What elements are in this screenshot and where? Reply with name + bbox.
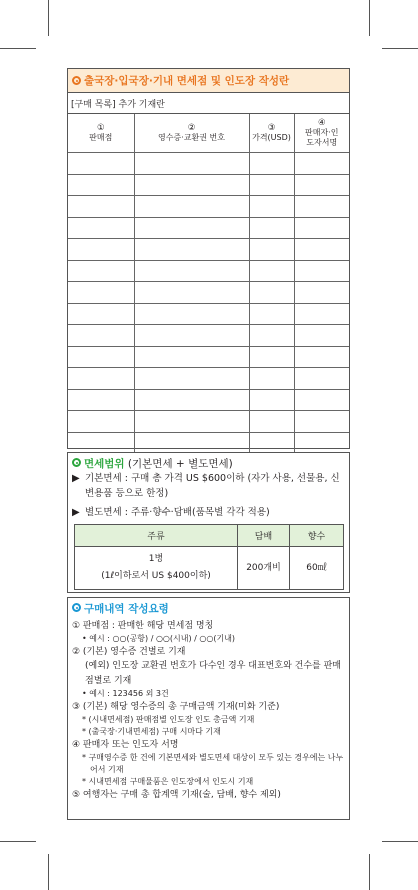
liquor-header: 주류 bbox=[75, 525, 238, 547]
price-cell[interactable] bbox=[249, 389, 294, 411]
signature-cell[interactable] bbox=[294, 196, 349, 218]
store-cell[interactable] bbox=[68, 217, 134, 239]
guide-detail: (예외) 인도장 교환권 번호가 다수인 경우 대표번호와 건수를 판매점별로 기재 bbox=[85, 661, 341, 686]
table-row bbox=[68, 217, 349, 239]
column-header: ① 판매점 bbox=[68, 114, 134, 153]
receipt-number-cell[interactable] bbox=[134, 432, 249, 453]
signature-cell[interactable] bbox=[294, 303, 349, 325]
crop-mark bbox=[0, 841, 36, 842]
table-row bbox=[68, 368, 349, 390]
crop-mark bbox=[369, 854, 370, 890]
crop-mark bbox=[382, 48, 418, 49]
guide-note: * (출국장·기내면세점) 구매 시마다 기재 bbox=[82, 727, 221, 737]
crop-mark bbox=[48, 854, 49, 890]
signature-cell[interactable] bbox=[294, 411, 349, 433]
table-header-row bbox=[68, 114, 349, 153]
store-cell[interactable] bbox=[68, 389, 134, 411]
receipt-number-cell[interactable] bbox=[134, 325, 249, 347]
table-row bbox=[68, 325, 349, 347]
price-cell[interactable] bbox=[249, 346, 294, 368]
guide-example: • 예시 : 123456 외 3건 bbox=[82, 688, 169, 698]
column-header: ② 영수증·교환권 번호 bbox=[134, 114, 249, 153]
price-cell[interactable] bbox=[249, 432, 294, 453]
triangle-right-icon: ▶ bbox=[72, 507, 80, 518]
store-cell[interactable] bbox=[68, 325, 134, 347]
receipt-number-cell[interactable] bbox=[134, 368, 249, 390]
receipt-number-cell[interactable] bbox=[134, 239, 249, 261]
receipt-number-cell[interactable] bbox=[134, 411, 249, 433]
purchase-guide-panel bbox=[67, 597, 350, 820]
table-row bbox=[68, 432, 349, 453]
purchase-list-panel bbox=[67, 68, 350, 449]
store-cell[interactable] bbox=[68, 174, 134, 196]
liquor-limit: 1병 (1ℓ이하로서 US $400이하) bbox=[75, 547, 238, 590]
duty-free-range-panel bbox=[67, 452, 350, 593]
store-cell[interactable] bbox=[68, 368, 134, 390]
perfume-header: 향수 bbox=[290, 525, 344, 547]
column-header: ④ 판매자·인도자서명 bbox=[294, 114, 349, 153]
receipt-number-cell[interactable] bbox=[134, 303, 249, 325]
guide-example: • 예시 : ○○(공항) / ○○(시내) / ○○(기내) bbox=[82, 634, 236, 644]
signature-cell[interactable] bbox=[294, 153, 349, 175]
column-header: ③ 가격(USD) bbox=[249, 114, 294, 153]
crop-mark bbox=[48, 0, 49, 36]
crop-mark bbox=[382, 841, 418, 842]
store-cell[interactable] bbox=[68, 260, 134, 282]
table-row bbox=[68, 411, 349, 433]
signature-cell[interactable] bbox=[294, 368, 349, 390]
price-cell[interactable] bbox=[249, 174, 294, 196]
price-cell[interactable] bbox=[249, 282, 294, 304]
price-cell[interactable] bbox=[249, 411, 294, 433]
crop-mark bbox=[369, 0, 370, 36]
store-cell[interactable] bbox=[68, 303, 134, 325]
store-cell[interactable] bbox=[68, 346, 134, 368]
circle-bullet-icon bbox=[72, 458, 81, 467]
guide-item: ② (기본) 영수증 건별로 기재 bbox=[72, 647, 186, 658]
perfume-limit: 60㎖ bbox=[290, 547, 344, 590]
tobacco-header: 담배 bbox=[238, 525, 290, 547]
price-cell[interactable] bbox=[249, 325, 294, 347]
store-cell[interactable] bbox=[68, 153, 134, 175]
table-row bbox=[68, 389, 349, 411]
triangle-right-icon: ▶ bbox=[72, 473, 80, 484]
receipt-number-cell[interactable] bbox=[134, 260, 249, 282]
guide-note: * 시내면세점 구매물품은 인도장에서 인도시 기재 bbox=[82, 777, 254, 787]
form-subtitle: [구매 목록] 추가 기재란 bbox=[68, 93, 349, 114]
price-cell[interactable] bbox=[249, 368, 294, 390]
duty-free-title: 면세범위 (기본면세 + 별도면세) bbox=[72, 456, 346, 471]
price-cell[interactable] bbox=[249, 153, 294, 175]
store-cell[interactable] bbox=[68, 411, 134, 433]
guide-item: ⑤ 여행자는 구매 총 합계액 기재(술, 담배, 향수 제외) bbox=[72, 790, 281, 801]
receipt-number-cell[interactable] bbox=[134, 346, 249, 368]
basic-duty-free-line: ▶ 기본면세 : 구매 총 가격 US $600이하 (자가 사용, 선물용, 신변용품 등으로 한정) bbox=[72, 473, 340, 499]
duty-table-values bbox=[75, 547, 344, 590]
signature-cell[interactable] bbox=[294, 260, 349, 282]
signature-cell[interactable] bbox=[294, 174, 349, 196]
circle-bullet-icon bbox=[72, 603, 81, 612]
table-row bbox=[68, 282, 349, 304]
duty-table-header bbox=[75, 525, 344, 547]
duty-free-table bbox=[74, 524, 344, 590]
signature-cell[interactable] bbox=[294, 432, 349, 453]
store-cell[interactable] bbox=[68, 432, 134, 453]
store-cell[interactable] bbox=[68, 239, 134, 261]
guide-item: ① 판매점 : 판매한 해당 면세점 명칭 bbox=[72, 621, 214, 631]
table-row bbox=[68, 260, 349, 282]
table-row bbox=[68, 196, 349, 218]
signature-cell[interactable] bbox=[294, 389, 349, 411]
table-row bbox=[68, 153, 349, 175]
crop-mark bbox=[0, 48, 36, 49]
receipt-number-cell[interactable] bbox=[134, 174, 249, 196]
tobacco-limit: 200개비 bbox=[238, 547, 290, 590]
price-cell[interactable] bbox=[249, 196, 294, 218]
guide-note: * (시내면세점) 판매점별 인도장 인도 총금액 기재 bbox=[82, 715, 255, 725]
table-row bbox=[68, 239, 349, 261]
price-cell[interactable] bbox=[249, 217, 294, 239]
guide-item: ④ 판매자 또는 인도자 서명 bbox=[72, 740, 179, 751]
store-cell[interactable] bbox=[68, 196, 134, 218]
table-row bbox=[68, 303, 349, 325]
table-row bbox=[68, 346, 349, 368]
signature-cell[interactable] bbox=[294, 325, 349, 347]
receipt-number-cell[interactable] bbox=[134, 217, 249, 239]
receipt-number-cell[interactable] bbox=[134, 389, 249, 411]
circle-bullet-icon bbox=[72, 76, 81, 85]
separate-duty-free-line: ▶ 별도면세 : 주류·향수·담배(품목별 각각 적용) bbox=[72, 507, 270, 518]
table-row bbox=[68, 174, 349, 196]
signature-cell[interactable] bbox=[294, 217, 349, 239]
store-cell[interactable] bbox=[68, 282, 134, 304]
signature-cell[interactable] bbox=[294, 239, 349, 261]
price-cell[interactable] bbox=[249, 303, 294, 325]
price-cell[interactable] bbox=[249, 239, 294, 261]
guide-note: * 구매영수증 한 건에 기본면세와 별도면세 대상이 모두 있는 경우에는 나누어서 기재 bbox=[82, 753, 344, 775]
receipt-number-cell[interactable] bbox=[134, 153, 249, 175]
purchase-table bbox=[68, 114, 349, 453]
form-title-bar bbox=[68, 69, 349, 93]
receipt-number-cell[interactable] bbox=[134, 196, 249, 218]
guide-title: 구매내역 작성요령 bbox=[72, 601, 345, 616]
signature-cell[interactable] bbox=[294, 346, 349, 368]
receipt-number-cell[interactable] bbox=[134, 282, 249, 304]
price-cell[interactable] bbox=[249, 260, 294, 282]
form-title: 출국장·입국장·기내 면세점 및 인도장 작성란 bbox=[84, 75, 290, 87]
signature-cell[interactable] bbox=[294, 282, 349, 304]
guide-item: ③ (기본) 해당 영수증의 총 구매금액 기재(미화 기준) bbox=[72, 701, 280, 712]
